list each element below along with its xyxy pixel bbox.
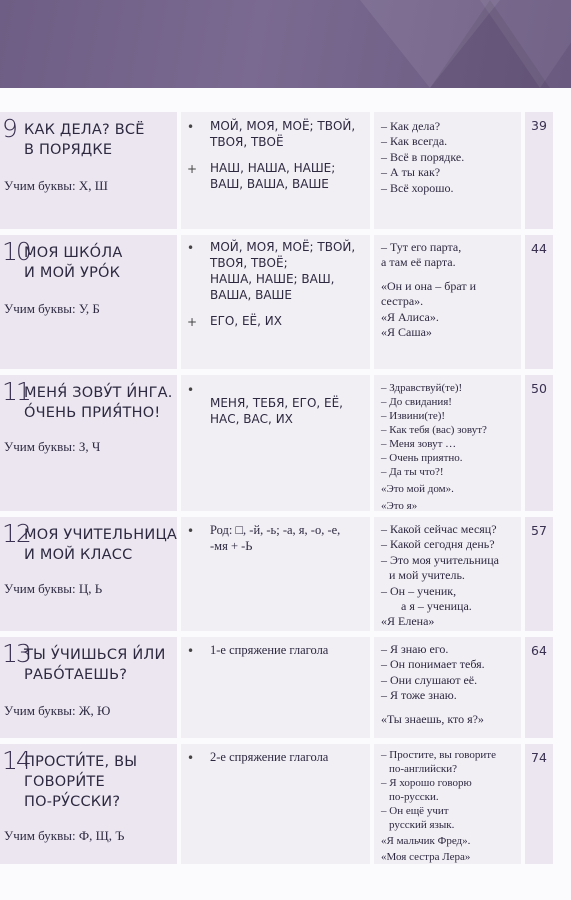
- plus-marker: +: [187, 162, 198, 176]
- lesson-row-11: [0, 375, 571, 511]
- lesson-title-line: ПО-РУ́ССКИ?: [24, 794, 121, 810]
- page-number: 57: [531, 523, 547, 538]
- grammar-text: [210, 313, 370, 329]
- grammar-line: ТВОЯ, ТВОЁ;: [210, 256, 288, 270]
- grammar-line: Род: □, -й, -ь; -а, я, -о, -е,: [210, 523, 341, 537]
- dialog-line: по-русски.: [389, 791, 439, 803]
- dialog-line: «Он и она – брат и: [381, 278, 477, 293]
- dialog-line: – Какой сейчас месяц?: [381, 522, 497, 536]
- page-cell: [525, 744, 553, 864]
- lesson-number: 13: [2, 639, 30, 668]
- letters-label: Учим буквы: Ж, Ю: [4, 703, 111, 718]
- lesson-row-13: [0, 637, 571, 738]
- dialog-cell: [374, 744, 521, 864]
- dialog-line: «Это мой дом».: [381, 483, 454, 495]
- bullet-marker: •: [187, 524, 195, 538]
- grammar-cell: [181, 375, 370, 511]
- page-cell: [525, 375, 553, 511]
- grammar-line: ТВОЯ, ТВОЁ: [210, 135, 284, 149]
- grammar-line: ВАША, ВАШЕ: [210, 288, 292, 302]
- dialog-text: [381, 522, 521, 630]
- letters-label: Учим буквы: Ф, Щ, Ъ: [4, 828, 125, 843]
- lesson-title-cell: [0, 517, 177, 631]
- dialog-line: – Очень приятно.: [381, 452, 463, 464]
- lesson-title: [24, 120, 174, 160]
- dialog-line: – Я тоже знаю.: [381, 688, 457, 703]
- dialog-line: – Он ещё учит: [381, 805, 449, 817]
- dialog-line: по-английски?: [389, 763, 458, 775]
- dialog-line: «Я Саша»: [381, 325, 432, 340]
- plus-marker: +: [187, 315, 198, 329]
- lesson-title-line: МЕНЯ́ ЗОВУ́Т И́НГА.: [24, 385, 173, 401]
- dialog-line: – Как всегда.: [381, 134, 448, 149]
- lesson-row-9: [0, 112, 571, 229]
- page-number: 50: [531, 381, 547, 396]
- letters-label: Учим буквы: У, Б: [4, 301, 100, 316]
- grammar-text: [210, 160, 370, 192]
- lesson-title: [24, 243, 174, 283]
- lesson-title-line: О́ЧЕНЬ ПРИЯ́ТНО!: [24, 405, 161, 421]
- lesson-title-line: МОЯ ШКО́ЛА: [24, 245, 123, 261]
- grammar-line: ВАШ, ВАША, ВАШЕ: [210, 177, 329, 191]
- page-number: 64: [531, 643, 547, 658]
- grammar-text: [210, 239, 370, 303]
- dialog-line: – Как дела?: [381, 119, 441, 133]
- dialog-line: а там её парта.: [381, 255, 456, 270]
- grammar-line: МОЙ, МОЯ, МОЁ; ТВОЙ,: [210, 119, 356, 133]
- dialog-line: «Моя сестра Лера»: [381, 851, 471, 863]
- grammar-line: НАША, НАШЕ; ВАШ,: [210, 272, 335, 286]
- dialog-line: – Тут его парта,: [381, 240, 462, 254]
- grammar-line: НАШ, НАША, НАШЕ;: [210, 161, 336, 175]
- dialog-cell: [374, 375, 521, 511]
- lesson-title-line: ПРОСТИ́ТЕ, ВЫ: [24, 754, 138, 770]
- lesson-row-14: [0, 744, 571, 864]
- dialog-text: [381, 381, 521, 513]
- grammar-cell: [181, 112, 370, 229]
- bullet-marker: •: [187, 120, 195, 134]
- dialog-line: – Это моя учительница: [381, 552, 499, 567]
- lesson-title-line: И МОЙ КЛАСС: [24, 547, 133, 563]
- dialog-text: [381, 748, 521, 864]
- dialog-line: – Да ты что?!: [381, 466, 444, 478]
- dialog-line: – Как тебя (вас) зовут?: [381, 424, 487, 436]
- grammar-cell: [181, 517, 370, 631]
- letters-label: Учим буквы: З, Ч: [4, 439, 101, 454]
- dialog-text: [381, 119, 521, 196]
- page-cell: [525, 235, 553, 369]
- lesson-row-12: [0, 517, 571, 631]
- dialog-line: – Какой сегодня день?: [381, 537, 495, 552]
- grammar-cell: [181, 744, 370, 864]
- lesson-title-line: МОЯ УЧИТЕЛЬНИЦА: [24, 527, 178, 543]
- dialog-line: а я – ученица.: [401, 599, 472, 614]
- dialog-line: «Ты знаешь, кто я?»: [381, 711, 484, 726]
- bullet-marker: •: [187, 751, 195, 765]
- page-cell: [525, 517, 553, 631]
- dialog-line: – Здравствуй(те)!: [381, 382, 463, 394]
- lesson-title: [24, 645, 174, 685]
- grammar-line: 2-е спряжение глагола: [210, 750, 329, 764]
- lesson-number: 11: [2, 377, 30, 406]
- dialog-line: – Извини(те)!: [381, 410, 446, 422]
- grammar-line: -мя + -Ь: [210, 539, 253, 553]
- lesson-title-cell: [0, 235, 177, 369]
- dialog-line: – До свидания!: [381, 396, 452, 408]
- dialog-line: – А ты как?: [381, 165, 441, 180]
- dialog-line: – Простите, вы говорите: [381, 749, 497, 761]
- lesson-title: [24, 525, 178, 565]
- bullet-marker: •: [187, 644, 195, 658]
- grammar-line: МОЙ, МОЯ, МОЁ; ТВОЙ,: [210, 240, 356, 254]
- dialog-line: – Он понимает тебя.: [381, 657, 485, 672]
- dialog-line: – Всё в порядке.: [381, 149, 465, 164]
- grammar-line: НАС, ВАС, ИХ: [210, 412, 293, 426]
- lesson-number: 14: [2, 746, 30, 775]
- dialog-cell: [374, 637, 521, 738]
- lesson-title-cell: [0, 637, 177, 738]
- page-cell: [525, 112, 553, 229]
- grammar-cell: [181, 637, 370, 738]
- grammar-text: [210, 642, 370, 658]
- dialog-line: русский язык.: [389, 819, 455, 831]
- dialog-line: – Всё хорошо.: [381, 180, 454, 195]
- grammar-text: [210, 118, 370, 150]
- dialog-line: «Я мальчик Фред».: [381, 835, 471, 847]
- lesson-title: [24, 752, 174, 812]
- page-cell: [525, 637, 553, 738]
- dialog-line: «Я Алиса».: [381, 309, 439, 324]
- grammar-text: [210, 522, 370, 554]
- grammar-line: ЕГО, ЕЁ, ИХ: [210, 314, 282, 328]
- page-number: 39: [531, 118, 547, 133]
- grammar-text: [210, 749, 370, 765]
- decorative-facet: [480, 0, 571, 88]
- lesson-title-line: В ПОРЯДКЕ: [24, 142, 113, 158]
- bullet-marker: •: [187, 241, 195, 255]
- grammar-text: [210, 395, 370, 427]
- dialog-line: «Я Елена»: [381, 614, 435, 629]
- page-number: 44: [531, 241, 547, 256]
- header-band: [0, 0, 571, 88]
- lesson-title-cell: [0, 375, 177, 511]
- page-number: 74: [531, 750, 547, 765]
- lesson-number: 12: [2, 519, 30, 548]
- lesson-title-line: РАБО́ТАЕШЬ?: [24, 667, 128, 683]
- dialog-line: – Они слушают её.: [381, 672, 478, 687]
- grammar-line: 1-е спряжение глагола: [210, 643, 329, 657]
- lesson-row-10: [0, 235, 571, 369]
- bullet-marker: •: [187, 383, 195, 397]
- dialog-text: [381, 642, 521, 727]
- lesson-title: [24, 383, 174, 423]
- dialog-line: сестра».: [381, 294, 424, 309]
- dialog-line: – Меня зовут …: [381, 438, 457, 450]
- lesson-title-cell: [0, 744, 177, 864]
- lesson-title-line: И МОЙ УРО́К: [24, 265, 121, 281]
- dialog-cell: [374, 112, 521, 229]
- dialog-line: – Я знаю его.: [381, 642, 449, 656]
- lesson-number: 10: [2, 237, 30, 266]
- lesson-number: 9: [2, 114, 16, 143]
- dialog-cell: [374, 517, 521, 631]
- dialog-line: и мой учитель.: [389, 568, 465, 583]
- grammar-cell: [181, 235, 370, 369]
- dialog-cell: [374, 235, 521, 369]
- lesson-title-line: КАК ДЕЛА? ВСЁ: [24, 122, 145, 138]
- letters-label: Учим буквы: Х, Ш: [4, 178, 108, 193]
- lesson-title-line: ТЫ У́ЧИШЬСЯ И́ЛИ: [24, 647, 166, 663]
- dialog-line: «Это я»: [381, 500, 418, 512]
- letters-label: Учим буквы: Ц, Ь: [4, 581, 103, 596]
- lesson-title-line: ГОВОРИ́ТЕ: [24, 774, 105, 790]
- grammar-line: МЕНЯ, ТЕБЯ, ЕГО, ЕЁ,: [210, 396, 343, 410]
- lesson-title-cell: [0, 112, 177, 229]
- dialog-line: – Он – ученик,: [381, 583, 457, 598]
- dialog-text: [381, 240, 521, 340]
- dialog-line: – Я хорошо говорю: [381, 777, 472, 789]
